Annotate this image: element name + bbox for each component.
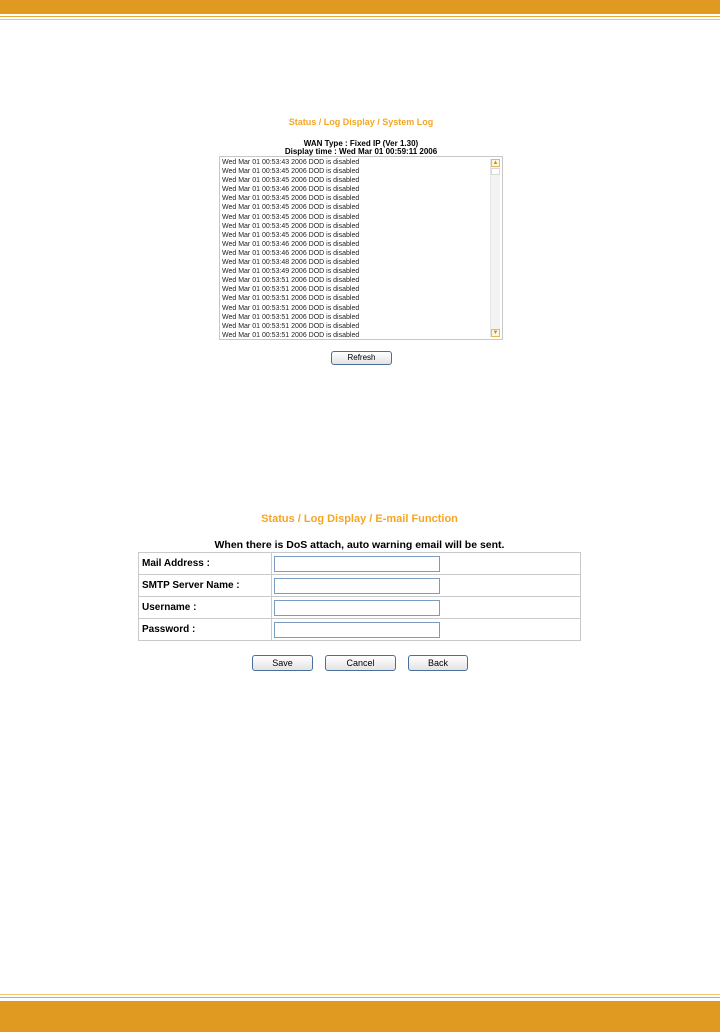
- cancel-button[interactable]: Cancel: [325, 655, 396, 671]
- log-entry: Wed Mar 01 00:53:45 2006 DOD is disabled: [222, 222, 360, 230]
- username-input[interactable]: [274, 600, 440, 616]
- scroll-thumb[interactable]: [491, 168, 500, 175]
- system-log-textarea[interactable]: [219, 156, 503, 340]
- email-function-title: Status / Log Display / E-mail Function: [261, 513, 458, 525]
- mail-address-row: [139, 553, 580, 575]
- log-entry: Wed Mar 01 00:53:51 2006 DOD is disabled: [222, 277, 360, 285]
- password-input[interactable]: [274, 622, 440, 638]
- header-rule-thin: [0, 19, 720, 20]
- log-entry: Wed Mar 01 00:53:46 2006 DOD is disabled: [222, 249, 360, 257]
- scroll-down-arrow-icon[interactable]: ▼: [492, 330, 499, 336]
- log-entry: Wed Mar 01 00:53:45 2006 DOD is disabled: [222, 204, 360, 212]
- header-bar: [0, 0, 720, 14]
- username-label: Username :: [139, 597, 272, 618]
- footer-rule-thin: [0, 994, 720, 995]
- system-log-title: Status / Log Display / System Log: [288, 117, 434, 127]
- log-scrollbar[interactable]: [490, 159, 500, 337]
- log-entry: Wed Mar 01 00:53:46 2006 DOD is disabled: [222, 186, 360, 194]
- footer-rule: [0, 997, 720, 998]
- password-label: Password :: [139, 619, 272, 640]
- smtp-server-row: [139, 575, 580, 597]
- log-entry: Wed Mar 01 00:53:45 2006 DOD is disabled: [222, 177, 360, 185]
- save-button[interactable]: Save: [252, 655, 313, 671]
- wan-type-label: WAN Type : Fixed IP (Ver 1.30): [303, 139, 419, 148]
- username-row: [139, 597, 580, 619]
- log-entry: Wed Mar 01 00:53:45 2006 DOD is disabled: [222, 213, 360, 221]
- email-settings-table: [138, 552, 581, 641]
- back-button[interactable]: Back: [408, 655, 468, 671]
- log-entry: Wed Mar 01 00:53:51 2006 DOD is disabled: [222, 322, 360, 330]
- log-entry: Wed Mar 01 00:53:48 2006 DOD is disabled: [222, 259, 360, 267]
- header-rule: [0, 16, 720, 17]
- email-notice: When there is DoS attach, auto warning email will be sent.: [214, 539, 505, 551]
- log-entry: Wed Mar 01 00:53:45 2006 DOD is disabled: [222, 168, 360, 176]
- smtp-server-label: SMTP Server Name :: [139, 575, 272, 596]
- log-entry: Wed Mar 01 00:53:46 2006 DOD is disabled: [222, 240, 360, 248]
- log-entry: Wed Mar 01 00:53:45 2006 DOD is disabled: [222, 195, 360, 203]
- log-entry: Wed Mar 01 00:53:43 2006 DOD is disabled: [222, 159, 360, 166]
- log-entry: Wed Mar 01 00:53:51 2006 DOD is disabled: [222, 304, 360, 312]
- log-entry: Wed Mar 01 00:53:49 2006 DOD is disabled: [222, 268, 360, 276]
- log-entry: Wed Mar 01 00:53:45 2006 DOD is disabled: [222, 231, 360, 239]
- log-lines: [222, 158, 490, 340]
- log-entry: Wed Mar 01 00:53:51 2006 DOD is disabled: [222, 286, 360, 294]
- display-time-label: Display time : Wed Mar 01 00:59:11 2006: [284, 147, 438, 156]
- mail-address-label: Mail Address :: [139, 553, 272, 574]
- smtp-server-input[interactable]: [274, 578, 440, 594]
- refresh-button[interactable]: Refresh: [331, 351, 392, 365]
- log-entry: Wed Mar 01 00:53:51 2006 DOD is disabled: [222, 331, 360, 339]
- footer-bar: [0, 1001, 720, 1032]
- password-row: [139, 619, 580, 640]
- log-entry: Wed Mar 01 00:53:51 2006 DOD is disabled: [222, 313, 360, 321]
- scroll-up-arrow-icon[interactable]: ▲: [492, 160, 499, 166]
- log-entry: Wed Mar 01 00:53:51 2006 DOD is disabled: [222, 295, 360, 303]
- mail-address-input[interactable]: [274, 556, 440, 572]
